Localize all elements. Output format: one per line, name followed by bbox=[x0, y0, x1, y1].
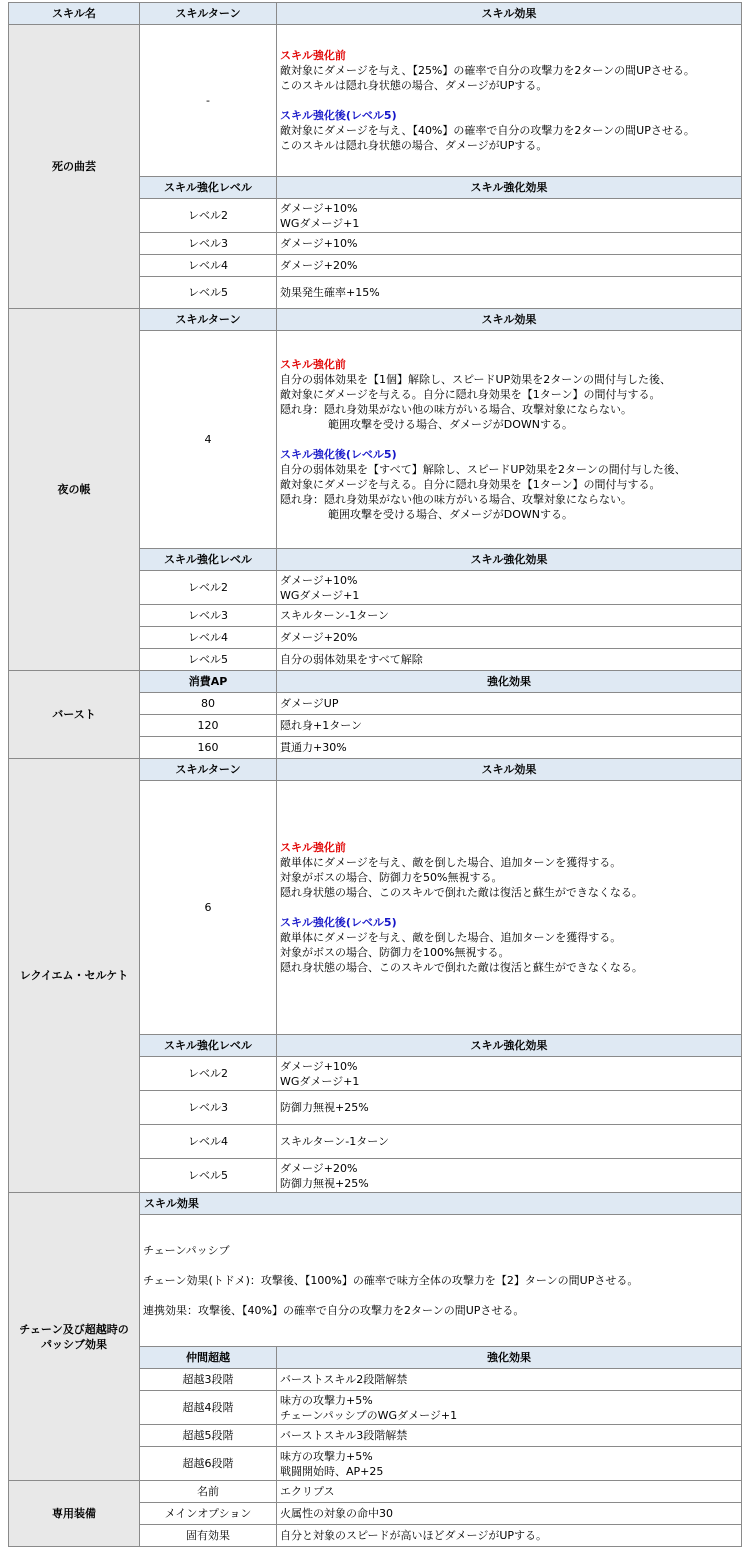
limit-break-effect: バーストスキル2段階解禁 bbox=[277, 1369, 742, 1391]
skill2-after-line: 範囲攻撃を受ける場合、ダメージがDOWNする。 bbox=[328, 508, 574, 521]
skill1-level-effect: ダメージ+20% bbox=[277, 255, 742, 277]
skill3-effect-header: スキル効果 bbox=[277, 759, 742, 781]
limit-break-stage: 超越4段階 bbox=[140, 1391, 277, 1425]
skill1-name: 死の曲芸 bbox=[9, 25, 140, 309]
passive-name bbox=[9, 1193, 140, 1481]
skill2-effect-header: スキル効果 bbox=[277, 309, 742, 331]
skill1-level-effect: ダメージ+10% bbox=[277, 233, 742, 255]
limit-break-stage: 超越3段階 bbox=[140, 1369, 277, 1391]
equip-value: 火属性の対象の命中30 bbox=[277, 1503, 742, 1525]
burst-ap-header: 消費AP bbox=[140, 671, 277, 693]
skill3-after-line: 敵単体にダメージを与え、敵を倒した場合、追加ターンを獲得する。 bbox=[280, 931, 622, 944]
skill2-level-effect: ダメージ+10% WGダメージ+1 bbox=[277, 571, 742, 605]
skill1-enh-level-header: スキル強化レベル bbox=[140, 177, 277, 199]
limit-break-header: 仲間超越 bbox=[140, 1347, 277, 1369]
skill1-level-effect: ダメージ+10% WGダメージ+1 bbox=[277, 199, 742, 233]
skill1-before-line: このスキルは隠れ身状態の場合、ダメージがUPする。 bbox=[280, 79, 548, 92]
skill-table bbox=[8, 2, 742, 1547]
skill3-before-line: 敵単体にダメージを与え、敵を倒した場合、追加ターンを獲得する。 bbox=[280, 856, 622, 869]
skill2-after-line: 自分の弱体効果を【すべて】解除し、スピードUP効果を2ターンの間付与した後、 bbox=[280, 463, 686, 476]
skill3-enh-effect-header: スキル強化効果 bbox=[277, 1035, 742, 1057]
skill3-level-effect: スキルターン-1ターン bbox=[277, 1125, 742, 1159]
skill3-level: レベル3 bbox=[140, 1091, 277, 1125]
equip-label: 固有効果 bbox=[140, 1525, 277, 1547]
limit-break-effect: バーストスキル3段階解禁 bbox=[277, 1425, 742, 1447]
skill3-before-label: スキル強化前 bbox=[280, 841, 346, 854]
skill3-level: レベル4 bbox=[140, 1125, 277, 1159]
col-header-skill-effect: スキル効果 bbox=[277, 3, 742, 25]
skill2-after-line: 隠れ身：隠れ身効果がない他の味方がいる場合、攻撃対象にならない。 bbox=[280, 493, 632, 506]
skill1-level-effect: 効果発生確率+15% bbox=[277, 277, 742, 309]
skill3-level: レベル5 bbox=[140, 1159, 277, 1193]
skill2-enh-effect-header: スキル強化効果 bbox=[277, 549, 742, 571]
passive-effect-header: スキル効果 bbox=[140, 1193, 742, 1215]
skill2-before-line: 隠れ身：隠れ身効果がない他の味方がいる場合、攻撃対象にならない。 bbox=[280, 403, 632, 416]
passive-line: 連携効果：攻撃後、【40%】の確率で自分の攻撃力を2ターンの間UPさせる。 bbox=[143, 1304, 525, 1317]
skill2-turn: 4 bbox=[140, 331, 277, 549]
limit-break-stage: 超越5段階 bbox=[140, 1425, 277, 1447]
skill1-turn: - bbox=[140, 25, 277, 177]
skill2-before-line: 自分の弱体効果を【1個】解除し、スピードUP効果を2ターンの間付与した後、 bbox=[280, 373, 672, 386]
skill2-effect bbox=[277, 331, 742, 549]
skill3-after-label: スキル強化後(レベル5) bbox=[280, 916, 397, 929]
skill3-level-effect: 防御力無視+25% bbox=[277, 1091, 742, 1125]
skill3-after-line: 対象がボスの場合、防御力を100%無視する。 bbox=[280, 946, 510, 959]
skill1-enh-effect-header: スキル強化効果 bbox=[277, 177, 742, 199]
skill3-effect bbox=[277, 781, 742, 1035]
burst-name: バースト bbox=[9, 671, 140, 759]
passive-name-line: チェーン及び超越時の bbox=[19, 1322, 129, 1336]
limit-break-effect: 味方の攻撃力+5% 戦闘開始時、AP+25 bbox=[277, 1447, 742, 1481]
skill3-enh-level-header: スキル強化レベル bbox=[140, 1035, 277, 1057]
skill3-after-line: 隠れ身状態の場合、このスキルで倒れた敵は復活と蘇生ができなくなる。 bbox=[280, 961, 643, 974]
col-header-skill-turn: スキルターン bbox=[140, 3, 277, 25]
skill1-before-label: スキル強化前 bbox=[280, 49, 346, 62]
skill3-before-line: 隠れ身状態の場合、このスキルで倒れた敵は復活と蘇生ができなくなる。 bbox=[280, 886, 643, 899]
skill2-level: レベル2 bbox=[140, 571, 277, 605]
burst-effect-header: 強化効果 bbox=[277, 671, 742, 693]
skill2-level: レベル5 bbox=[140, 649, 277, 671]
skill1-level: レベル2 bbox=[140, 199, 277, 233]
skill2-before-label: スキル強化前 bbox=[280, 358, 346, 371]
passive-name-line: パッシブ効果 bbox=[41, 1337, 107, 1351]
equip-name: 専用装備 bbox=[9, 1481, 140, 1547]
skill3-level-effect: ダメージ+10% WGダメージ+1 bbox=[277, 1057, 742, 1091]
passive-line: チェーンパッシブ bbox=[143, 1244, 230, 1257]
skill2-level-effect: ダメージ+20% bbox=[277, 627, 742, 649]
burst-ap: 120 bbox=[140, 715, 277, 737]
skill2-after-label: スキル強化後(レベル5) bbox=[280, 448, 397, 461]
col-header-skill-name: スキル名 bbox=[9, 3, 140, 25]
skill2-before-line: 範囲攻撃を受ける場合、ダメージがDOWNする。 bbox=[328, 418, 574, 431]
skill3-level: レベル2 bbox=[140, 1057, 277, 1091]
skill3-name: レクイエム・セルケト bbox=[9, 759, 140, 1193]
skill2-name: 夜の帳 bbox=[9, 309, 140, 671]
burst-effect: ダメージUP bbox=[277, 693, 742, 715]
equip-label: 名前 bbox=[140, 1481, 277, 1503]
skill1-effect bbox=[277, 25, 742, 177]
skill2-level: レベル3 bbox=[140, 605, 277, 627]
burst-effect: 隠れ身+1ターン bbox=[277, 715, 742, 737]
burst-ap: 160 bbox=[140, 737, 277, 759]
limit-break-effect-header: 強化効果 bbox=[277, 1347, 742, 1369]
skill3-before-line: 対象がボスの場合、防御力を50%無視する。 bbox=[280, 871, 503, 884]
skill2-level: レベル4 bbox=[140, 627, 277, 649]
equip-value: 自分と対象のスピードが高いほどダメージがUPする。 bbox=[277, 1525, 742, 1547]
skill3-turn: 6 bbox=[140, 781, 277, 1035]
skill2-before-line: 敵対象にダメージを与える。自分に隠れ身効果を【1ターン】の間付与する。 bbox=[280, 388, 661, 401]
skill2-level-effect: スキルターン-1ターン bbox=[277, 605, 742, 627]
skill2-turn-header: スキルターン bbox=[140, 309, 277, 331]
skill1-after-line: このスキルは隠れ身状態の場合、ダメージがUPする。 bbox=[280, 139, 548, 152]
passive-line: チェーン効果(トドメ)：攻撃後、【100%】の確率で味方全体の攻撃力を【2】ターンの間UPさせる。 bbox=[143, 1274, 639, 1287]
burst-ap: 80 bbox=[140, 693, 277, 715]
skill1-after-line: 敵対象にダメージを与え、【40%】の確率で自分の攻撃力を2ターンの間UPさせる。 bbox=[280, 124, 695, 137]
skill1-level: レベル5 bbox=[140, 277, 277, 309]
burst-effect: 貫通力+30% bbox=[277, 737, 742, 759]
skill3-turn-header: スキルターン bbox=[140, 759, 277, 781]
limit-break-effect: 味方の攻撃力+5% チェーンパッシブのWGダメージ+1 bbox=[277, 1391, 742, 1425]
limit-break-stage: 超越6段階 bbox=[140, 1447, 277, 1481]
skill2-enh-level-header: スキル強化レベル bbox=[140, 549, 277, 571]
skill3-level-effect: ダメージ+20% 防御力無視+25% bbox=[277, 1159, 742, 1193]
skill2-level-effect: 自分の弱体効果をすべて解除 bbox=[277, 649, 742, 671]
skill2-after-line: 敵対象にダメージを与える。自分に隠れ身効果を【1ターン】の間付与する。 bbox=[280, 478, 661, 491]
skill1-level: レベル3 bbox=[140, 233, 277, 255]
skill1-before-line: 敵対象にダメージを与え、【25%】の確率で自分の攻撃力を2ターンの間UPさせる。 bbox=[280, 64, 695, 77]
skill1-after-label: スキル強化後(レベル5) bbox=[280, 109, 397, 122]
skill1-level: レベル4 bbox=[140, 255, 277, 277]
passive-effect bbox=[140, 1215, 742, 1347]
equip-value: エクリプス bbox=[277, 1481, 742, 1503]
equip-label: メインオプション bbox=[140, 1503, 277, 1525]
